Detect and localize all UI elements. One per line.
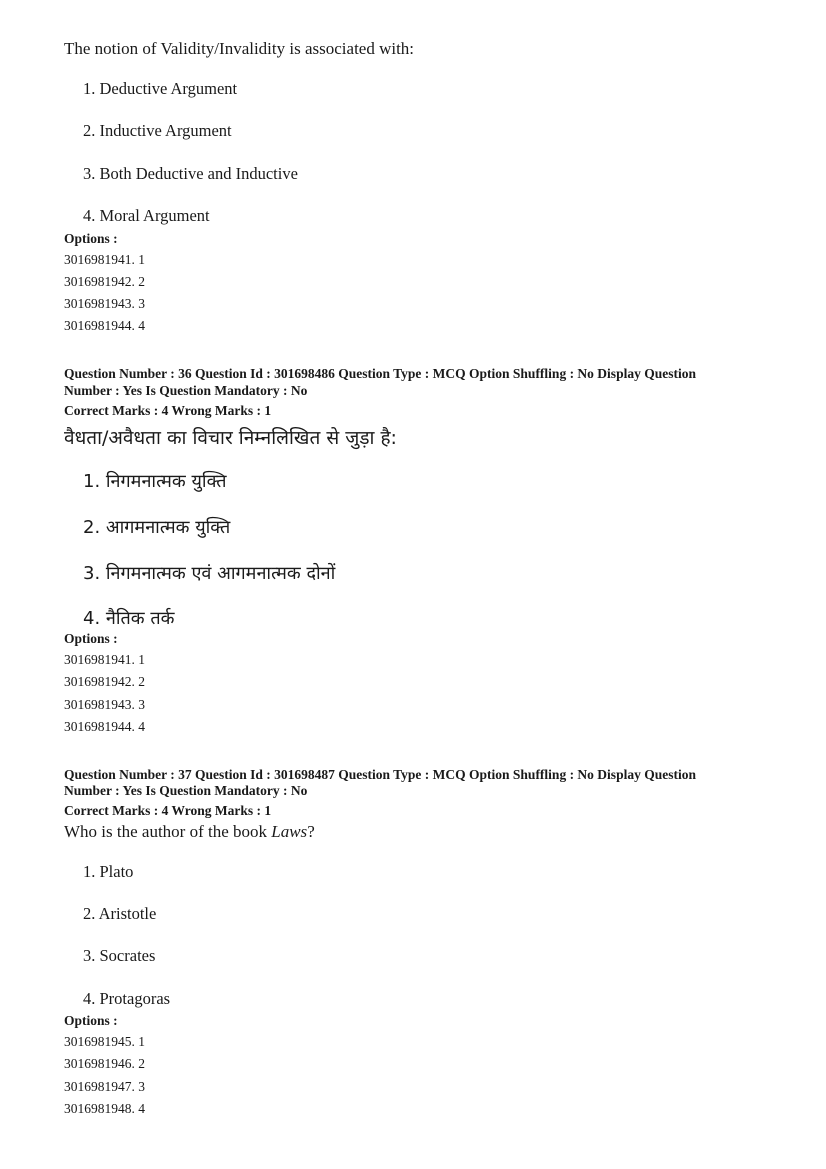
option-3: 3. Socrates xyxy=(83,946,156,965)
options-label: Options : xyxy=(64,631,118,646)
question-header: Question Number : 37 Question Id : 301698487 Question Type : MCQ Option Shuffling : No Display Question xyxy=(64,767,696,782)
option-code-2: 3016981942. 2 xyxy=(64,274,145,289)
option-code-4: 3016981944. 4 xyxy=(64,318,145,333)
option-2: 2. Aristotle xyxy=(83,904,157,923)
option-1: 1. Plato xyxy=(83,862,134,881)
option-code-4: 3016981948. 4 xyxy=(64,1101,145,1116)
option-4: 4. Protagoras xyxy=(83,989,171,1008)
question-header-cont: Number : Yes Is Question Mandatory : No xyxy=(64,783,308,798)
option-code-3: 3016981943. 3 xyxy=(64,296,145,311)
stem-punctuation: ? xyxy=(307,822,315,841)
stem-text: Who is the author of the book xyxy=(64,822,272,841)
option-code-3: 3016981947. 3 xyxy=(64,1079,145,1094)
option-code-1: 3016981941. 1 xyxy=(64,652,145,667)
option-code-1: 3016981941. 1 xyxy=(64,252,145,267)
question-stem: वैधता/अवैधता का विचार निम्नलिखित से जुड़ा है: xyxy=(64,427,397,449)
options-label: Options : xyxy=(64,231,118,246)
option-3: 3. Both Deductive and Inductive xyxy=(83,164,298,183)
book-title: Laws xyxy=(271,822,308,841)
option-code-2: 3016981946. 2 xyxy=(64,1056,145,1071)
question-header-cont: Number : Yes Is Question Mandatory : No xyxy=(64,383,308,398)
option-code-2: 3016981942. 2 xyxy=(64,674,145,689)
question-marks: Correct Marks : 4 Wrong Marks : 1 xyxy=(64,803,272,818)
option-3: 3. निगमनात्मक एवं आगमनात्मक दोनों xyxy=(83,563,336,584)
option-code-3: 3016981943. 3 xyxy=(64,697,145,712)
options-label: Options : xyxy=(64,1013,118,1028)
option-4: 4. नैतिक तर्क xyxy=(83,608,175,629)
option-2: 2. Inductive Argument xyxy=(83,121,232,140)
question-stem: The notion of Validity/Invalidity is associated with: xyxy=(64,39,415,58)
option-code-4: 3016981944. 4 xyxy=(64,719,145,734)
option-1: 1. Deductive Argument xyxy=(83,79,238,98)
question-header: Question Number : 36 Question Id : 301698486 Question Type : MCQ Option Shuffling : No Display Question xyxy=(64,366,696,381)
option-4: 4. Moral Argument xyxy=(83,206,210,225)
option-2: 2. आगमनात्मक युक्ति xyxy=(83,517,231,538)
option-1: 1. निगमनात्मक युक्ति xyxy=(83,471,227,492)
option-code-1: 3016981945. 1 xyxy=(64,1034,145,1049)
question-stem xyxy=(64,822,315,842)
question-marks: Correct Marks : 4 Wrong Marks : 1 xyxy=(64,403,272,418)
